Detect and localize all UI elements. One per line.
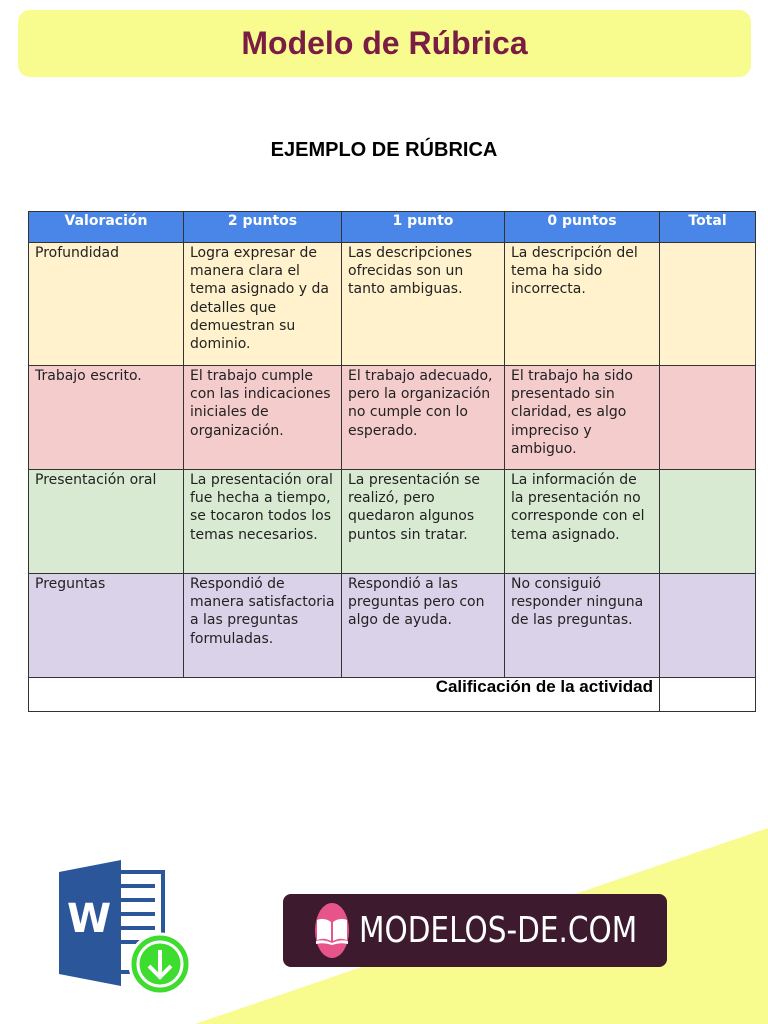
svg-text:W: W	[67, 896, 112, 942]
total-cell	[660, 366, 756, 470]
column-header: Valoración	[29, 212, 184, 243]
activity-grade-cell	[660, 678, 756, 712]
table-header-row	[29, 212, 756, 243]
criterion-cell: Profundidad	[29, 243, 184, 366]
two-points-cell: Respondió de manera satisfactoria a las preguntas formuladas.	[184, 574, 342, 678]
rubric-table	[28, 211, 756, 712]
column-header: Total	[660, 212, 756, 243]
column-header: 1 punto	[342, 212, 505, 243]
book-icon	[315, 916, 349, 946]
one-point-cell: Respondió a las preguntas pero con algo de ayuda.	[342, 574, 505, 678]
page-header	[18, 10, 751, 77]
zero-points-cell: La descripción del tema ha sido incorrecta.	[505, 243, 660, 366]
one-point-cell: El trabajo adecuado, pero la organización no cumple con lo esperado.	[342, 366, 505, 470]
one-point-cell: Las descripciones ofrecidas son un tanto ambiguas.	[342, 243, 505, 366]
brand-banner[interactable]	[283, 894, 667, 967]
criterion-cell: Presentación oral	[29, 470, 184, 574]
one-point-cell: La presentación se realizó, pero quedaron algunos puntos sin tratar.	[342, 470, 505, 574]
two-points-cell: La presentación oral fue hecha a tiempo, se tocaron todos los temas necesarios.	[184, 470, 342, 574]
column-header: 2 puntos	[184, 212, 342, 243]
total-cell	[660, 243, 756, 366]
page-title: Modelo de Rúbrica	[241, 25, 528, 61]
zero-points-cell: El trabajo ha sido presentado sin claridad, es algo impreciso y ambiguo.	[505, 366, 660, 470]
brand-name: MODELOS-DE.COM	[359, 910, 638, 951]
table-row	[29, 574, 756, 678]
two-points-cell: Logra expresar de manera clara el tema asignado y da detalles que demuestran su dominio.	[184, 243, 342, 366]
word-download-icon[interactable]	[55, 858, 195, 1003]
document-subtitle: EJEMPLO DE RÚBRICA	[270, 139, 498, 161]
zero-points-cell: No consiguió responder ninguna de las preguntas.	[505, 574, 660, 678]
activity-grade-label: Calificación de la actividad	[29, 678, 660, 712]
total-cell	[660, 574, 756, 678]
table-row	[29, 366, 756, 470]
two-points-cell: El trabajo cumple con las indicaciones iniciales de organización.	[184, 366, 342, 470]
brand-logo	[315, 903, 349, 958]
zero-points-cell: La información de la presentación no corresponde con el tema asignado.	[505, 470, 660, 574]
table-row	[29, 243, 756, 366]
column-header: 0 puntos	[505, 212, 660, 243]
table-footer-row	[29, 678, 756, 712]
criterion-cell: Trabajo escrito.	[29, 366, 184, 470]
criterion-cell: Preguntas	[29, 574, 184, 678]
total-cell	[660, 470, 756, 574]
table-row	[29, 470, 756, 574]
